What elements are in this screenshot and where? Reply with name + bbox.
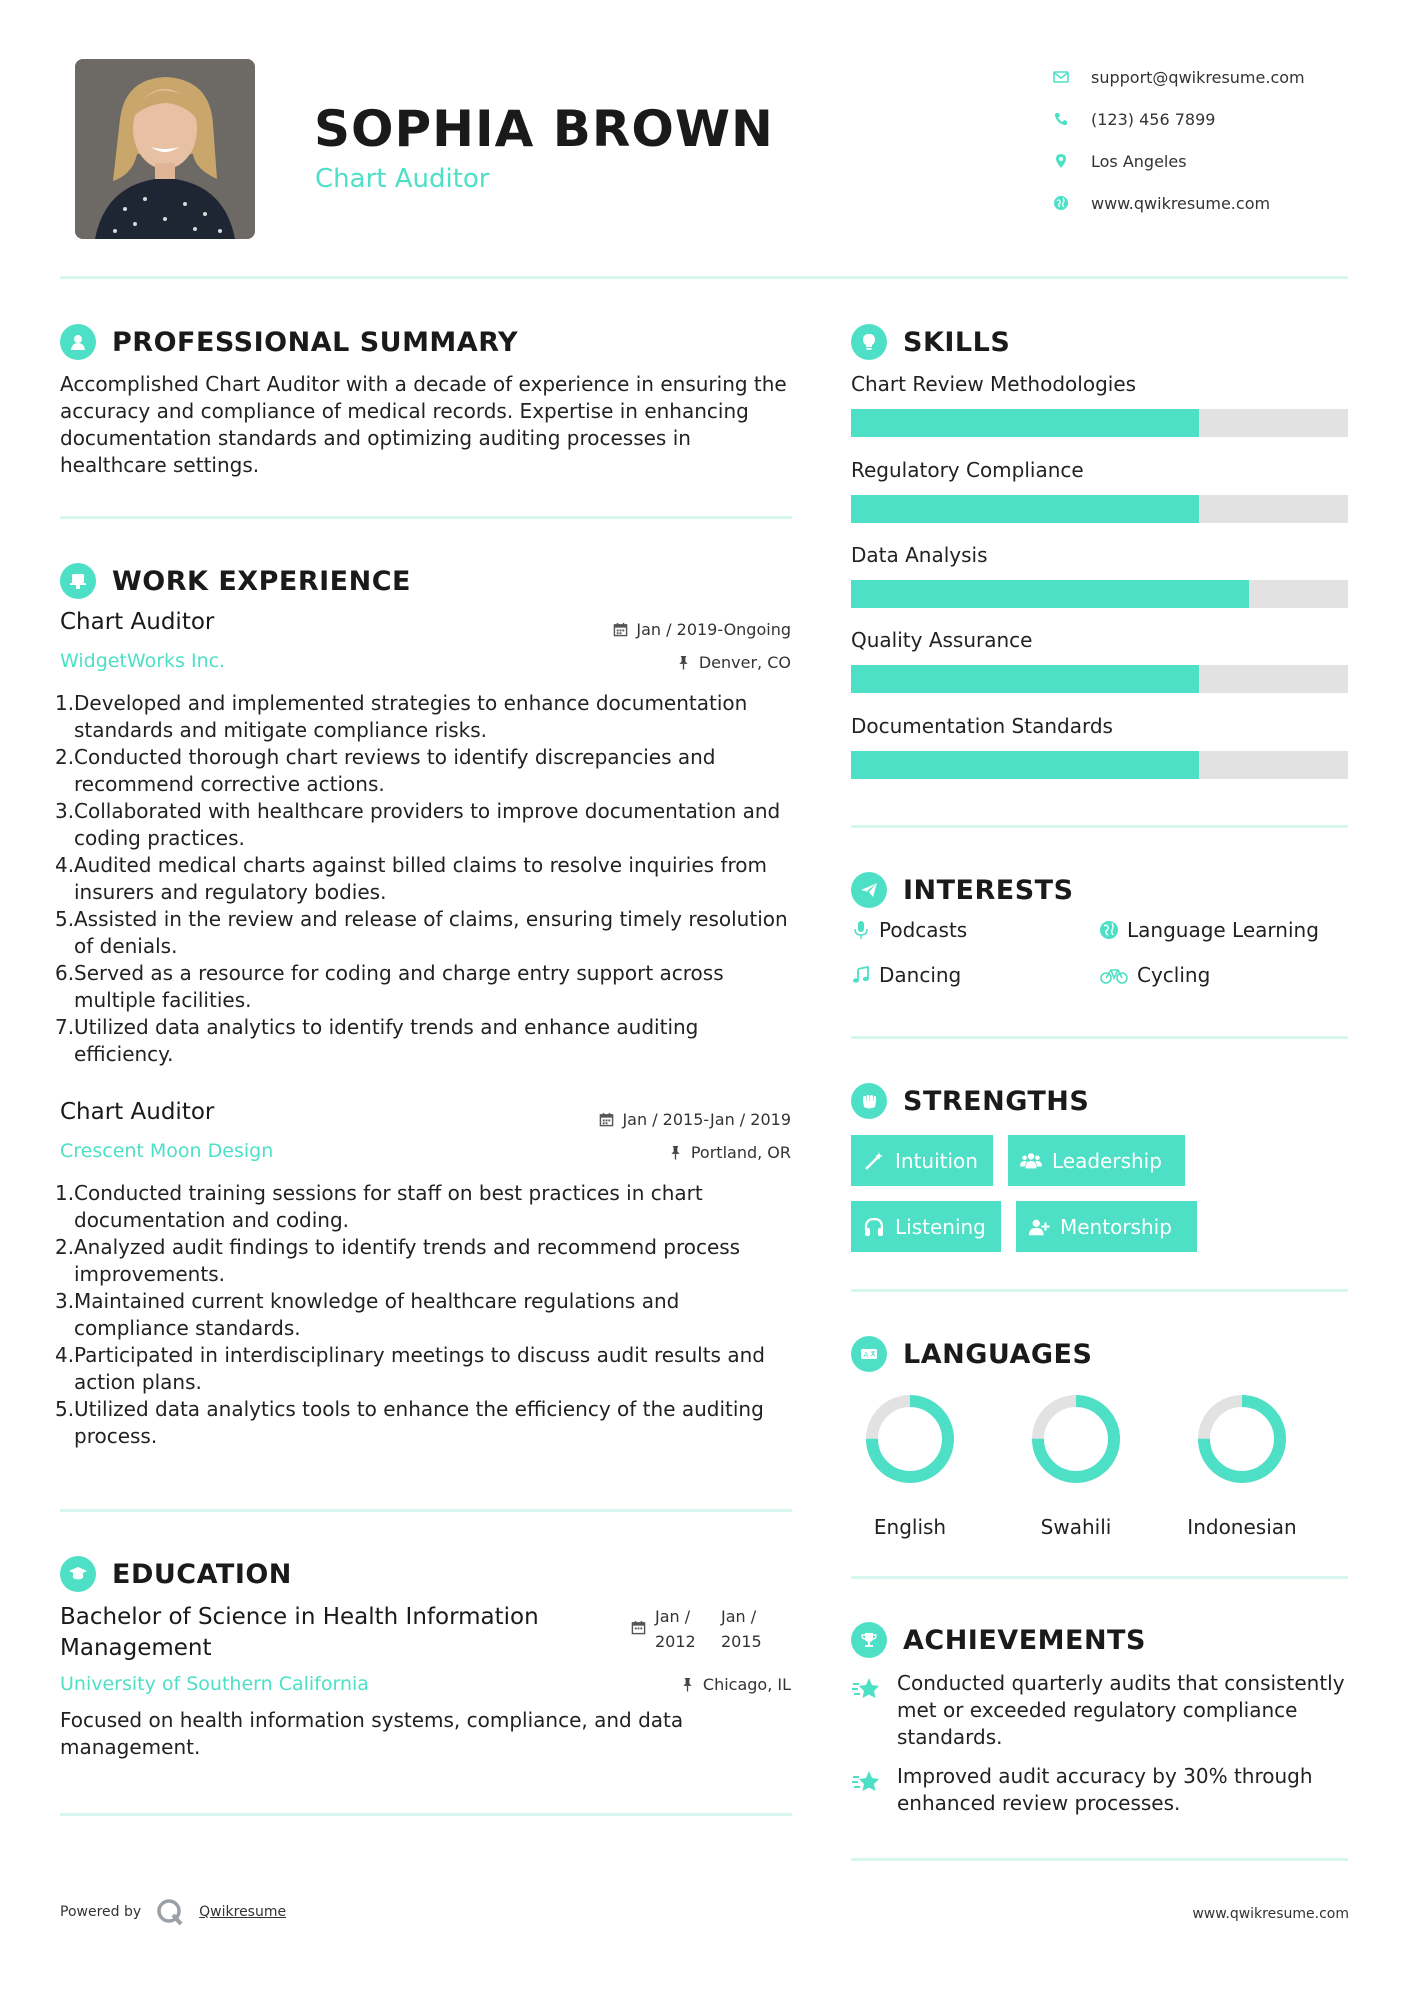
profile-photo bbox=[75, 59, 255, 239]
list-item: 5. Utilized data analytics tools to enhance the efficiency of the auditing process. bbox=[55, 1397, 764, 1448]
job-dates-text: Jan / 2019-Ongoing bbox=[636, 620, 791, 639]
strength-label: Leadership bbox=[1052, 1148, 1162, 1173]
contact-block bbox=[1053, 56, 1383, 224]
bicycle-icon bbox=[1099, 965, 1129, 985]
language-ring bbox=[1192, 1389, 1292, 1489]
interest-item bbox=[851, 918, 967, 942]
briefcase-icon bbox=[60, 563, 96, 599]
list-item: 6. Served as a resource for coding and charge entry support across multiple facilities. bbox=[55, 961, 724, 1012]
skills-divider bbox=[851, 825, 1348, 828]
language-card-icon bbox=[851, 1336, 887, 1372]
interests-title: INTERESTS bbox=[903, 874, 1074, 906]
strength-chip bbox=[851, 1135, 993, 1186]
education-location bbox=[680, 1675, 791, 1694]
job-company: WidgetWorks Inc. bbox=[60, 650, 226, 672]
footer-powered-by bbox=[60, 1897, 286, 1927]
lightbulb-icon bbox=[851, 324, 887, 360]
svg-text:A: A bbox=[863, 1351, 869, 1359]
job-location bbox=[676, 653, 791, 672]
job-dates-text: Jan / 2015-Jan / 2019 bbox=[622, 1110, 791, 1129]
interests-heading bbox=[851, 872, 1074, 908]
list-item: 2. Conducted thorough chart reviews to identify discrepancies and recommend corrective actions. bbox=[55, 745, 716, 796]
contact-website-text: www.qwikresume.com bbox=[1091, 193, 1271, 213]
strengths-divider bbox=[851, 1289, 1348, 1292]
contact-website[interactable] bbox=[1053, 182, 1383, 224]
job-company: Crescent Moon Design bbox=[60, 1140, 274, 1162]
star-badge-icon bbox=[851, 1767, 881, 1797]
language-label: English bbox=[873, 1515, 947, 1539]
strengths-title: STRENGTHS bbox=[903, 1085, 1090, 1117]
summary-text: Accomplished Chart Auditor with a decade of experience in ensuring the accuracy and compliance of medical records. Expertise in enhancing documentation standards and optimizing auditing processes in healthcare settings. bbox=[60, 372, 787, 477]
summary-heading bbox=[60, 324, 518, 360]
music-note-icon bbox=[851, 965, 871, 985]
languages-divider bbox=[851, 1576, 1348, 1579]
strength-label: Intuition bbox=[895, 1148, 978, 1173]
language-label: Swahili bbox=[1040, 1515, 1112, 1539]
job-responsibilities bbox=[55, 690, 800, 1068]
strength-chip bbox=[851, 1201, 1001, 1252]
skill-bar bbox=[851, 409, 1348, 437]
experience-divider bbox=[60, 1509, 792, 1512]
footer-website[interactable]: www.qwikresume.com bbox=[1192, 1906, 1349, 1922]
job-location-text: Denver, CO bbox=[698, 653, 791, 672]
powered-by-label: Powered by bbox=[60, 1904, 142, 1920]
envelope-icon bbox=[1053, 69, 1069, 85]
interest-label: Podcasts bbox=[879, 918, 968, 942]
magic-wand-icon bbox=[863, 1150, 885, 1172]
calendar-icon bbox=[599, 1112, 614, 1127]
language-ring bbox=[1026, 1389, 1126, 1489]
skills-title: SKILLS bbox=[903, 326, 1011, 358]
skill-bar-fill bbox=[851, 409, 1199, 437]
interest-label: Cycling bbox=[1137, 963, 1211, 987]
skill-bar bbox=[851, 495, 1348, 523]
education-title: EDUCATION bbox=[112, 1558, 292, 1590]
achievements-title: ACHIEVEMENTS bbox=[903, 1624, 1146, 1656]
pushpin-icon bbox=[676, 655, 691, 670]
language-item bbox=[1177, 1389, 1307, 1539]
candidate-name: SOPHIA BROWN bbox=[314, 100, 774, 158]
list-item: 7. Utilized data analytics to identify trends and enhance auditing efficiency. bbox=[55, 1015, 699, 1066]
education-location-text: Chicago, IL bbox=[702, 1675, 791, 1694]
summary-title: PROFESSIONAL SUMMARY bbox=[112, 326, 519, 358]
strength-label: Mentorship bbox=[1060, 1214, 1172, 1239]
star-badge-icon bbox=[851, 1674, 881, 1704]
headphones-icon bbox=[863, 1216, 885, 1238]
contact-location bbox=[1053, 140, 1383, 182]
skill-label: Documentation Standards bbox=[851, 714, 1113, 738]
phone-icon bbox=[1053, 111, 1069, 127]
education-divider bbox=[60, 1813, 792, 1816]
list-item: 4. Audited medical charts against billed claims to resolve inquiries from insurers and regulatory bodies. bbox=[55, 853, 767, 904]
contact-email[interactable] bbox=[1053, 56, 1383, 98]
brand-link[interactable]: Qwikresume bbox=[199, 1904, 287, 1920]
interest-label: Dancing bbox=[879, 963, 962, 987]
interest-item bbox=[1099, 963, 1210, 987]
interest-label: Language Learning bbox=[1127, 918, 1319, 942]
list-item: 3. Maintained current knowledge of healthcare regulations and compliance standards. bbox=[55, 1289, 680, 1340]
job-title: Chart Auditor bbox=[60, 1099, 215, 1125]
summary-divider bbox=[60, 516, 792, 519]
list-item: 1. Conducted training sessions for staff on best practices in chart documentation and coding. bbox=[55, 1181, 703, 1232]
skill-bar bbox=[851, 665, 1348, 693]
skill-bar-fill bbox=[851, 665, 1199, 693]
languages-title: LANGUAGES bbox=[903, 1338, 1093, 1370]
user-icon bbox=[60, 324, 96, 360]
languages-heading bbox=[851, 1336, 1092, 1372]
list-item: 5. Assisted in the review and release of claims, ensuring timely resolution of denials. bbox=[55, 907, 788, 958]
education-heading bbox=[60, 1556, 292, 1592]
calendar-icon bbox=[631, 1620, 646, 1635]
skill-label: Regulatory Compliance bbox=[851, 458, 1084, 482]
skill-label: Data Analysis bbox=[851, 543, 988, 567]
language-item bbox=[1011, 1389, 1141, 1539]
trophy-icon bbox=[851, 1622, 887, 1658]
education-description: Focused on health information systems, compliance, and data management. bbox=[60, 1708, 684, 1759]
microphone-icon bbox=[851, 920, 871, 940]
strengths-heading bbox=[851, 1083, 1089, 1119]
experience-heading bbox=[60, 563, 411, 599]
job-title: Chart Auditor bbox=[60, 609, 215, 635]
skill-bar bbox=[851, 751, 1348, 779]
user-plus-icon bbox=[1028, 1216, 1050, 1238]
calendar-icon bbox=[613, 622, 628, 637]
job-location bbox=[668, 1143, 791, 1162]
strength-label: Listening bbox=[895, 1214, 986, 1239]
skill-bar-fill bbox=[851, 495, 1199, 523]
contact-phone[interactable] bbox=[1053, 98, 1383, 140]
paper-plane-icon bbox=[851, 872, 887, 908]
map-pin-icon bbox=[1053, 153, 1069, 169]
interests-divider bbox=[851, 1036, 1348, 1039]
skill-label: Quality Assurance bbox=[851, 628, 1033, 652]
contact-location-text: Los Angeles bbox=[1091, 151, 1187, 171]
graduate-icon bbox=[60, 1556, 96, 1592]
language-ring bbox=[860, 1389, 960, 1489]
achievement-text: Conducted quarterly audits that consistently met or exceeded regulatory compliance standards. bbox=[897, 1671, 1345, 1749]
pushpin-icon bbox=[680, 1677, 695, 1692]
list-item: 1. Developed and implemented strategies to enhance documentation standards and mitigate compliance risks. bbox=[55, 691, 748, 742]
strength-chip bbox=[1008, 1135, 1185, 1186]
language-label: Indonesian bbox=[1187, 1515, 1297, 1539]
skill-bar-fill bbox=[851, 751, 1199, 779]
list-item: 2. Analyzed audit findings to identify trends and recommend process improvements. bbox=[55, 1235, 741, 1286]
skill-bar-fill bbox=[851, 580, 1249, 608]
pushpin-icon bbox=[668, 1145, 683, 1160]
candidate-role: Chart Auditor bbox=[315, 164, 490, 194]
job-responsibilities bbox=[55, 1180, 800, 1450]
list-item: 4. Participated in interdisciplinary meetings to discuss audit results and action plans. bbox=[55, 1343, 765, 1394]
achievements-heading bbox=[851, 1622, 1146, 1658]
degree-title: Bachelor of Science in Health Information Management bbox=[60, 1604, 539, 1661]
contact-phone-text: (123) 456 7899 bbox=[1091, 109, 1216, 129]
skills-heading bbox=[851, 324, 1010, 360]
achievement-item bbox=[851, 1670, 1348, 1751]
interest-item bbox=[1099, 918, 1319, 942]
globe-icon bbox=[1053, 195, 1069, 211]
contact-email-text: support@qwikresume.com bbox=[1091, 67, 1305, 87]
achievement-item bbox=[851, 1763, 1348, 1817]
job-dates bbox=[599, 1110, 791, 1129]
experience-title: WORK EXPERIENCE bbox=[112, 565, 411, 597]
skill-bar bbox=[851, 580, 1348, 608]
header-divider bbox=[60, 276, 1348, 279]
school-name: University of Southern California bbox=[60, 1673, 369, 1695]
achievements-divider bbox=[851, 1858, 1348, 1861]
job-location-text: Portland, OR bbox=[690, 1143, 791, 1162]
globe-icon bbox=[1099, 920, 1119, 940]
users-icon bbox=[1020, 1150, 1042, 1172]
skill-label: Chart Review Methodologies bbox=[851, 372, 1137, 396]
resume-page: SOPHIA BROWN Chart Auditor support@qwikresume.com (123) 456 7899 Los Angeles www.qwikresume.com PROFESSIONAL SUMMARY Accomplished Chart Auditor with a decade of experience in ensuring the accuracy and compliance of medical records. Expertise in enhancing documentation standards and optimizing auditing processes in healthcare settings. WORK EXPERIENCE Chart Auditor WidgetWorks Inc. Jan / 2019-Ongoing Denver, CO 1. Developed and implemented strategies to enhance documentation standards and mitigate compliance risks. 2. Conducted thorough chart reviews to identify discrepancies and recommend corrective actions. 3. Collaborated with healthcare providers to improve documentation and coding practices. 4. Audited medical charts against billed claims to resolve inquiries from insurers and regulatory bodies. 5. Assisted in the review and release of claims, ensuring timely resolution of denials. 6. Served as a resource for coding and charge entry support across multiple facilities. 7. Utilized data analytics to identify trends and enhance auditing efficiency. Chart Auditor Crescent Moon Design Jan / 2015-Jan / 2019 Portland, OR 1. Conducted training sessions for staff on best practices in chart documentation and coding. 2. Analyzed audit findings to identify trends and recommend process improvements. 3. Maintained current knowledge of healthcare regulations and compliance standards. 4. Participated in interdisciplinary meetings to discuss audit results and action plans. 5. Utilized data analytics tools to enhance the efficiency of the auditing process. EDUCATION Bachelor of Science in Health Information Management University of Southern California Jan / 2012 Jan / 2015 Chicago, IL Focused on health information systems, compliance, and data management. SKILLS Chart Review Methodologies Regulatory Compliance Data Analysis Quality Assurance Documentation Standards INTERESTS Podcasts Language Learning Dancing Cycling STRENGTHS Intuition Leadership Listening Mentorship A LANGUAGES English Swahili Indonesian ACHIEVEMENTS Conducted quarterly audits that consistently met or exceeded regulatory compliance standards. Improved audit accuracy by 30% through enhanced review processes. Powered by Qwikresume www.qwikresume.com bbox=[0, 0, 1407, 1990]
language-item bbox=[845, 1389, 975, 1539]
achievement-text: Improved audit accuracy by 30% through enhanced review processes. bbox=[897, 1764, 1313, 1815]
qwikresume-logo-icon bbox=[155, 1897, 185, 1927]
strength-chip bbox=[1016, 1201, 1197, 1252]
interest-item bbox=[851, 963, 961, 987]
fist-icon bbox=[851, 1083, 887, 1119]
list-item: 3. Collaborated with healthcare providers to improve documentation and coding practices. bbox=[55, 799, 781, 850]
job-dates bbox=[613, 620, 791, 639]
